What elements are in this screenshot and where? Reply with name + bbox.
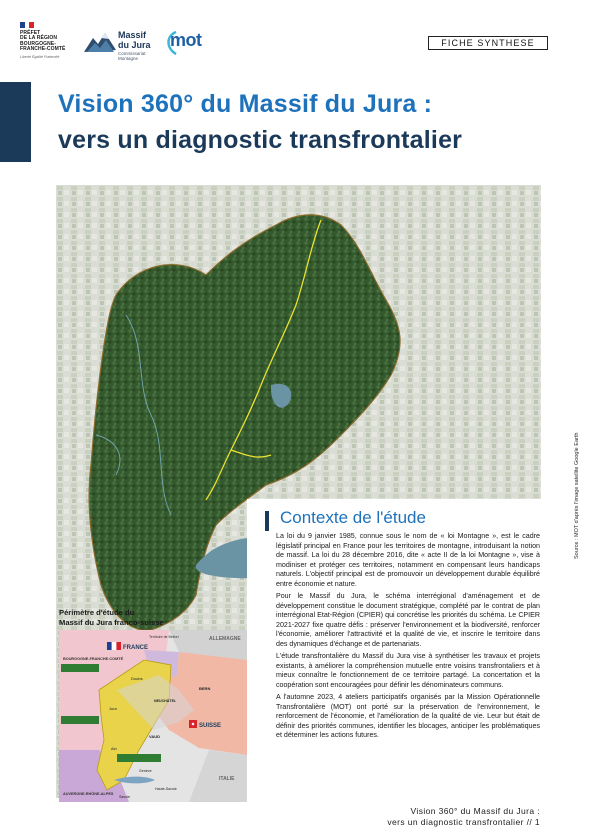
inset-label-allemagne: ALLEMAGNE xyxy=(209,636,241,642)
inset-label-belfort: Territoire de Belfort xyxy=(149,635,179,639)
french-flag-icon xyxy=(20,22,34,28)
massif-logo-title xyxy=(118,30,151,50)
prefet-region-logo xyxy=(20,22,68,59)
prefet-label xyxy=(20,31,68,53)
inset-label-geneve: Genève xyxy=(139,769,152,773)
massif-logo-line: Massif xyxy=(118,30,147,40)
inset-label-france: FRANCE xyxy=(123,645,148,651)
context-heading: Contexte de l'étude xyxy=(280,508,426,527)
page-header xyxy=(0,0,589,80)
inset-map-graphic xyxy=(59,630,247,802)
inset-label-aura: AUVERGNE-RHÔNE-ALPES xyxy=(63,792,114,796)
inset-caption-line: Massif du Jura franco-suisse xyxy=(59,618,164,627)
inset-label-ain: Ain xyxy=(111,746,117,751)
title-line-1: Vision 360° du Massif du Jura : xyxy=(58,90,433,118)
context-accent-bar xyxy=(265,511,269,531)
mot-wordmark: mot xyxy=(170,30,202,50)
footer-line: Vision 360° du Massif du Jura : xyxy=(410,806,540,816)
footer-line: vers un diagnostic transfrontalier // 1 xyxy=(387,817,540,827)
inset-label-savoie: Savoie xyxy=(119,795,130,799)
image-source-note: Source : MOT d'après l'image satellite Google Earth xyxy=(574,432,580,559)
context-paragraph: A l'automne 2023, 4 ateliers participatifs organisés par la Mission Opérationnelle Transfrontalière (MOT) ont porté sur la préservation de l'environnement, le renforcement de l'économie, et l'amélioration de la qualité de vie. Leur but était de définir des priorités communes, identifier les blocages, anticiper les problématiques et déterminer les actions futures. xyxy=(276,693,540,739)
inset-map-caption xyxy=(59,608,209,628)
page-title xyxy=(58,86,578,158)
inset-label-italie: ITALIE xyxy=(219,776,235,782)
massif-logo-line: du Jura xyxy=(118,40,151,50)
inset-label-bfc: BOURGOGNE-FRANCHE-COMTÉ xyxy=(63,657,124,661)
massif-du-jura-logo xyxy=(84,26,154,60)
fiche-synthese-label: FICHE SYNTHESE xyxy=(428,36,548,50)
context-paragraph: L'étude transfrontalière du Massif du Jura vise à synthétiser les travaux et projets existants, à améliorer la compréhension mutuelle entre voisins transfrontaliers et à mieux connaître le fonctionnement de ce territoire partagé. La concertation et la coopération sont encouragées pour définir les dénominateurs communs. xyxy=(276,652,540,689)
inset-label-bern: BERN xyxy=(199,686,211,691)
massif-logo-subtitle: Commissariat Montagne xyxy=(118,51,146,61)
inset-label-vaud: VAUD xyxy=(149,734,161,739)
inset-label-suisse: SUISSE xyxy=(199,723,222,729)
mot-logo xyxy=(164,28,214,62)
inset-label-jura: Jura xyxy=(109,706,117,711)
inset-label-haute-savoie: Haute-Savoie xyxy=(155,787,177,791)
title-accent-bar xyxy=(0,82,31,162)
inset-caption-line: Périmètre d'étude du xyxy=(59,608,135,617)
prefet-line: DE LA RÉGION xyxy=(20,35,58,42)
prefet-line: FRANCHE-COMTÉ xyxy=(20,46,66,53)
prefet-line: BOURGOGNE- xyxy=(20,40,56,47)
inset-map xyxy=(59,630,247,802)
inset-label-neuchatel: NEUCHÂTEL xyxy=(154,699,177,703)
republic-motto: Liberté Égalité Fraternité xyxy=(20,54,60,59)
mountain-icon xyxy=(84,30,116,54)
title-line-2: vers un diagnostic transfrontalier xyxy=(58,126,463,154)
context-body xyxy=(276,532,540,744)
context-paragraph: La loi du 9 janvier 1985, connue sous le nom de « loi Montagne », est le cadre législatif principal en France pour les territoires de montagne, introduisant la notion de massif. La loi du 28 décembre 2016, dite « acte II de la loi Montagne », vise à modiniser et protéger ces territoires, notamment en compensant leurs handicaps naturels. L'objectif principal est de promouvoir un développement durable équilibré entre économie et nature. xyxy=(276,532,540,588)
inset-label-doubs: Doubs xyxy=(131,676,143,681)
context-paragraph: Pour le Massif du Jura, le schéma interrégional d'aménagement et de développement constitue le document stratégique, complété par le contrat de plan interrégional Etat-Région (CPIER) qui concrétise les priorités du schéma. Le CPIER 2021-2027 fixe quatre défis : préserver l'environnement et la biodiversité, renforcer l'économie, améliorer l'attractivité et la qualité de vie, et inscrire le territoire dans des dynamiques d'échange et de partenariats. xyxy=(276,592,540,648)
page-footer xyxy=(360,806,540,828)
prefet-line: PRÉFET xyxy=(20,30,41,36)
